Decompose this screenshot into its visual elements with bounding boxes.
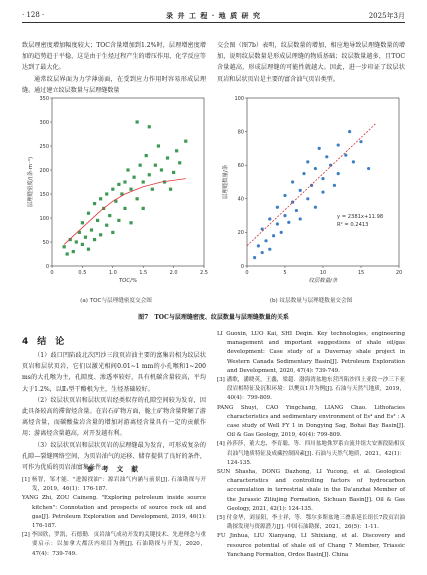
data-point	[337, 143, 340, 146]
data-point	[75, 240, 78, 243]
journal-title: 录 井 工 程 · 地 质 研 究	[166, 11, 261, 20]
paragraph: 交会图（图7b）表明，纹层数量的增加，相应地导致层理缝数量的增加，说明纹层数量是形成层理缝的物质基础；纹层数量越多，且TOC含量越高，形成层理缝的可能性就越大。因此，进一步印证了纹层状页岩和层状页岩是主要的富含油气页岩类型。	[217, 42, 405, 83]
x-tick-label: 1.0	[108, 270, 117, 276]
y-tick-label: 200	[39, 167, 49, 174]
reference-item: [4] 孙莎莎，董大忠，李育聪，等．四川盆地侏罗系自流井组大安寨段陆相页岩油气地质特征及成藏控制因素[J]. 石油与天然气地质，2021，42(1)：124-135.	[217, 441, 405, 466]
reference-item: [2] 李国欣，罗凯，石德勤．页岩油气成功开发的关键技术、先进理念与重要启示：以加拿大都沃内项目为例[J]. 石油勘探与开发，2020，47(4)：739-749.	[22, 532, 206, 557]
data-point	[123, 180, 126, 183]
data-point	[111, 188, 114, 191]
x-tick-label: 20	[395, 270, 403, 276]
y-tick-label: 60	[237, 163, 244, 169]
panel-a-label: (a) TOC与层理缝密度交会图	[80, 298, 152, 304]
x-tick-label: 15	[357, 270, 365, 276]
data-point	[72, 250, 75, 253]
reference-item: LI Guoxin, LUO Kai, SHI Deqin. Key technologies, engineering management and important suggestions of shale oil/gas development: Case study of a Duvernay shale project in Western Canada Sedimentary Basin[J]. Petroleum Exploration and Development, 2020, 47(4): 739-749.	[217, 331, 405, 374]
data-point	[299, 189, 302, 192]
figure-7b-chart	[217, 88, 405, 306]
data-point	[126, 168, 129, 171]
data-point	[87, 212, 90, 215]
page-number: · 128 ·	[22, 11, 45, 19]
data-point	[117, 183, 120, 186]
data-point	[268, 248, 271, 251]
data-point	[151, 188, 154, 191]
data-point	[139, 164, 142, 167]
data-point	[142, 207, 145, 210]
section-heading: 4 结 论	[22, 337, 65, 347]
paragraph: 通常纹层界面为力学薄弱面，在受到应力作用时容易形成层理缝。通过建立纹层数量与层理缝数量	[22, 75, 206, 94]
data-point	[268, 217, 271, 220]
data-point	[108, 214, 111, 217]
y-tick-label: 350	[39, 95, 49, 102]
data-point	[261, 251, 264, 254]
references-heading: 参 考 文 献	[87, 465, 141, 473]
reference-item: [3] 潘歌，潘晓英，王鑫，梁超．渤海湾盆地东营凹陷沙四上亚段一沙三下亚段岩相特征及沉积环境：以樊页1井为例[J]. 石油与天然气地质，2019，40(4)：799-809.	[217, 377, 405, 402]
data-point	[344, 154, 347, 157]
data-point	[105, 224, 108, 227]
data-point	[175, 149, 178, 152]
data-point	[93, 238, 96, 241]
data-point	[257, 244, 260, 247]
figure-7a-chart	[22, 88, 210, 306]
data-point	[299, 217, 302, 220]
data-point	[148, 173, 151, 176]
reference-item: [5] 付金华，刘显阳，李士祥，等．鄂尔多斯盆地三叠系延长组长7段页岩油勘探发现与资源潜力[J]. 中国石油勘探，2021，26(5)：1-11.	[217, 515, 405, 531]
x-axis-label: 纹层数量/条	[308, 278, 338, 284]
data-point	[90, 228, 93, 231]
data-point	[129, 221, 132, 224]
y-tick-label: 300	[39, 119, 49, 126]
data-point	[111, 231, 114, 234]
data-point	[348, 130, 351, 133]
data-point	[287, 221, 290, 224]
data-point	[178, 161, 181, 164]
data-point	[129, 188, 132, 191]
paragraph: （3）纹层状页岩和层状页岩的层理缝最为发育，可形成复杂的孔隙—裂缝网络空间，为页岩油气的运移、储存提供了良好的条件，可作为优质的页岩油富集条件。	[22, 441, 206, 472]
data-point	[295, 209, 298, 212]
data-point	[66, 252, 69, 255]
y-tick-label: 150	[39, 191, 49, 198]
data-point	[99, 197, 102, 200]
data-point	[93, 202, 96, 205]
data-point	[302, 172, 305, 175]
data-point	[352, 160, 355, 163]
data-point	[142, 180, 145, 183]
chart-b-plot	[221, 96, 402, 284]
chart-a-plot	[26, 96, 208, 284]
data-point	[283, 194, 286, 197]
data-point	[337, 172, 340, 175]
data-point	[84, 236, 87, 239]
data-point	[283, 214, 286, 217]
right-column-text	[217, 40, 405, 85]
data-point	[272, 234, 275, 237]
y-tick-label: 100	[234, 95, 244, 102]
data-point	[276, 222, 279, 225]
data-point	[157, 144, 160, 147]
y-tick-label: 20	[237, 230, 244, 237]
data-point	[136, 197, 139, 200]
data-point	[81, 243, 84, 246]
paragraph: 致层理密度增加幅度较大；TOC含量增加到1.2%时，层理增密度增加的趋势趋于平稳，这是由于生烃过程产生的增压作用、化学反应等达到了最大化。	[22, 42, 206, 72]
x-tick-label: 2.5	[200, 270, 208, 276]
trend-line	[64, 179, 186, 245]
data-point	[105, 192, 108, 195]
paragraph: （1）歧口凹陷歧北次凹沙三段页岩油主要的富集岩相为纹层状页岩和层状页岩，它们以激光相间0.01~1 mm的小孔喉和1~200 ms的大孔喉为主，孔隙度、渗透率较好，具有机碳含量较高，平均大于1.2%，以Ⅱ₁型干酪根为主，生烃基础较好。	[22, 352, 206, 393]
data-point	[81, 221, 84, 224]
data-point	[169, 188, 172, 191]
data-point	[63, 245, 66, 248]
data-point	[145, 154, 148, 157]
x-tick-label: 0.5	[78, 270, 87, 276]
data-point	[280, 231, 283, 234]
data-point	[314, 206, 317, 209]
page-header	[22, 8, 405, 23]
regression-r2: R² = 0.2413	[337, 222, 369, 228]
data-point	[306, 160, 309, 163]
data-point	[172, 171, 175, 174]
data-point	[132, 176, 135, 179]
data-point	[306, 197, 309, 200]
references-left	[22, 476, 206, 559]
x-tick-label: 0	[245, 270, 249, 276]
reference-item: FU Jinhua, LIU Xianyang, LI Shixiang, et al. Discovery and resource potential of shale oil of Chang 7 Member, Triassic Yanchang Formation, Ordos Basin[J]. China	[217, 533, 405, 558]
data-point	[99, 233, 102, 236]
reference-item: YANG Zhi, ZOU Caineng. "Exploring petroleum inside source kitchen": Connotation and prospects of source rock oil and gas[J]. Petroleum Exploration and Development, 2019, 46(1): 176-187.	[22, 495, 206, 530]
data-point	[325, 155, 328, 158]
x-tick-label: 10	[319, 270, 327, 276]
x-axis-label: TOC/%	[118, 278, 138, 284]
data-point	[321, 177, 324, 180]
data-point	[154, 164, 157, 167]
data-point	[136, 120, 139, 123]
data-point	[359, 140, 362, 143]
y-axis-label: 层理缝密度/(条·m⁻¹)	[28, 156, 34, 208]
data-point	[96, 219, 99, 222]
data-point	[333, 184, 336, 187]
x-tick-label: 5	[283, 270, 287, 276]
issue-date: 2025年3月	[368, 12, 405, 20]
y-tick-label: 0	[45, 263, 49, 270]
data-point	[367, 167, 370, 170]
y-tick-label: 80	[237, 129, 244, 136]
data-point	[321, 190, 324, 193]
y-tick-label: 40	[237, 196, 244, 203]
plot-frame	[247, 98, 399, 266]
data-point	[166, 156, 169, 159]
y-axis-label: 层理缝数量/条	[223, 164, 229, 200]
y-tick-label: 250	[39, 143, 49, 150]
reference-item: SUN Shasha, DONG Dazhong, LI Yucong, et al. Geological characteristics and controlling factors of hydrocarbon accumulation in terrestrial shale in the Da'anzhai Member of the Jurassic Ziliujing Formation, Sichuan Basin[J]. Oil & Gas Geology, 2021, 42(1): 124-135.	[217, 469, 405, 512]
data-point	[123, 207, 126, 210]
data-point	[160, 168, 163, 171]
data-point	[117, 219, 120, 222]
regression-equation: y = 2381x+11.98	[337, 214, 384, 220]
figure-caption: 图7 TOC与层理缝密度、纹层数量与层理缝数量的关系	[138, 314, 289, 321]
data-point	[87, 248, 90, 251]
x-tick-label: 0	[50, 270, 54, 276]
x-tick-label: 2.0	[169, 270, 178, 276]
y-tick-label: 0	[240, 263, 244, 270]
conclusions	[22, 350, 206, 473]
data-point	[318, 147, 321, 150]
data-point	[253, 256, 256, 259]
data-point	[276, 206, 279, 209]
y-tick-label: 100	[39, 215, 49, 222]
data-point	[314, 167, 317, 170]
reference-item: [1] 杨智，邹才能．"进源找油"：源岩油气内涵与前景[J]. 石油勘探与开发，2019，46(1)：176-187.	[22, 477, 206, 493]
panel-b-label: (b) 纹层数量与层理缝数量交会图	[269, 298, 353, 304]
references-right	[217, 330, 405, 560]
data-point	[264, 239, 267, 242]
reference-item: PANG Shuyi, CAO Yingchang, LIANG Chao. Lithofacies characteristics and sedimentary environment of Es⁴ and Es³ : A case study of Well FY 1 in Dongying Sag, Bohai Bay Basin[J]. Oil & Gas Geology, 2019, 40(4): 799-809.	[217, 404, 405, 439]
data-point	[291, 180, 294, 183]
data-point	[184, 140, 187, 143]
y-tick-label: 50	[42, 239, 49, 246]
data-point	[148, 125, 151, 128]
paragraph: （2）纹层状页岩和层状页岩经类似存的孔隙空间较为发育，因此具备较高的滞留烃含量。在岩石矿物方面，脆土矿物含量降解了游离烃含量，而碳酸盐岩含量的增加对游离烃含量具有一定的贡献作用；游离烃含量越高，对开发越有利。	[22, 396, 206, 438]
x-tick-label: 1.5	[139, 270, 148, 276]
